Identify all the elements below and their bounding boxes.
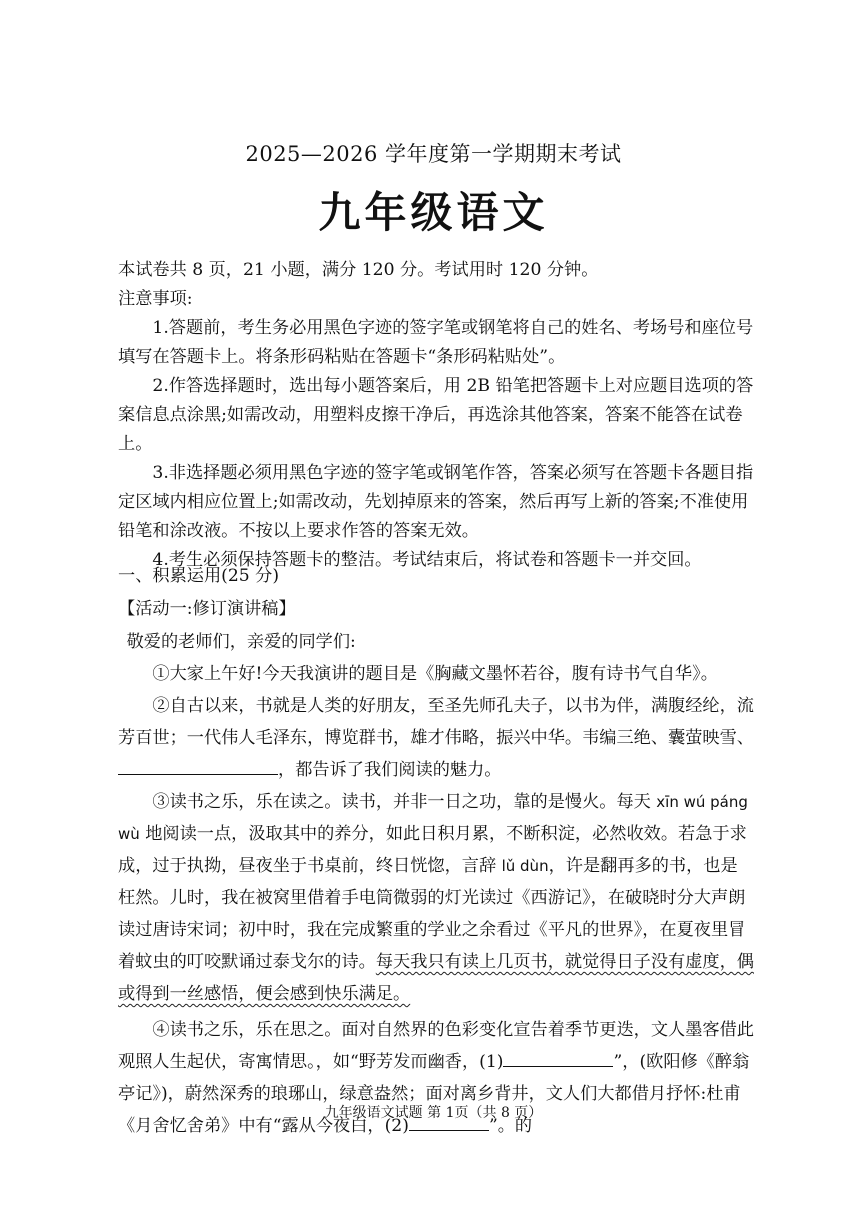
speech-greeting: 敬爱的老师们，亲爱的同学们: — [126, 632, 356, 652]
note-4: 4.考生必须保持答题卡的整洁。考试结束后，将试卷和答题卡一并交回。 — [152, 550, 702, 570]
note-2: 2.作答选择题时，选出每小题答案后，用 2B 铅笔把答题卡上对应题目选项的答案信息点涂黑;如需改动，用塑料皮擦干净后，再选涂其他答案，答案不能答在试卷上。 — [118, 376, 754, 454]
paragraph-4-text: ④读书之乐，乐在思之。面对自然界的色彩变化宣告着季节更迭，文人墨客借此观照人生起伏，寄寓情思。，如“野芳发而幽香，(1) — [118, 1020, 754, 1072]
paragraph-3-middle: 地阅读一点，汲取其中的养分，如此日积月累，不断积淀，必然收效。若急于求成，过于执拗，昼夜坐于书桌前，终日恍惚，言辞 — [118, 824, 747, 876]
notes-heading: 注意事项: — [118, 289, 193, 309]
paragraph-4-middle: ”，(欧阳修《醉翁亭记》)，蔚然深秀的琅琊山，绿意盎然；面对离乡背井，文人们大都借月抒怀:杜甫《月舍忆舍弟》中有“露从今夜白，(2) — [118, 1052, 750, 1136]
paragraph-3-text: ③读书之乐，乐在读之。读书，并非一日之功，靠的是慢火。每天 — [152, 792, 657, 812]
fill-blank-1[interactable] — [503, 1048, 613, 1067]
note-1: 1.答题前，考生务必用黑色字迹的签字笔或钢笔将自己的姓名、考场号和座位号填写在答题卡上。将条形码粘贴在答题卡“条形码粘贴处”。 — [118, 318, 754, 367]
paragraph-2-text: ②自古以来，书就是人类的好朋友，至圣先师孔夫子，以书为伴，满腹经纶，流芳百世；一代伟人毛泽东，博览群书，雄才伟略，振兴中华。韦编三绝、囊萤映雪、 — [118, 696, 754, 748]
pinyin-1: xīn wú páng wù — [118, 793, 748, 843]
wavy-underlined-sentence: 每天我只有读上几页书，就觉得日子没有虚度，偶或得到一丝感悟，便会感到快乐满足。 — [118, 952, 754, 1004]
paragraph-3-rest: ，许是翻再多的书，也是枉然。儿时，我在被窝里借着手电筒微弱的灯光读过《西游记》，在破晓时分大声朗读过唐诗宋词；初中时，我在完成繁重的学业之余看过《平凡的世界》，在夏夜里冒着蚊虫的叮咬默诵过泰戈尔的诗。 — [118, 856, 746, 972]
answer-blank[interactable] — [118, 756, 278, 775]
activity-heading: 【活动一:修订演讲稿】 — [118, 599, 296, 619]
exam-title: 2025—2026 学年度第一学期期末考试 — [245, 142, 622, 166]
note-3: 3.非选择题必须用黑色字迹的签字笔或钢笔作答，答案必须写在答题卡各题目指定区域内相应位置上;如需改动，先划掉原来的答案，然后再写上新的答案;不准使用铅笔和涂改液。不按以上要求作答的答案无效。 — [118, 463, 754, 541]
speech-paragraph-4 — [118, 1014, 754, 1142]
speech-paragraph-3 — [118, 786, 754, 1010]
instructions-block — [118, 256, 754, 575]
exam-summary: 本试卷共 8 页，21 小题，满分 120 分。考试用时 120 分钟。 — [118, 260, 599, 280]
speech-paragraph-2 — [118, 690, 754, 786]
section-heading: 一、积累运用(25 分) — [118, 566, 280, 586]
subject-title: 九年级语文 — [318, 188, 549, 237]
pinyin-2: lǔ dùn — [501, 857, 549, 875]
page-footer: 九年级语文试题 第 1页（共 8 页） — [324, 1105, 543, 1121]
speech-paragraph-1: ①大家上午好!今天我演讲的题目是《胸藏文墨怀若谷，腹有诗书气自华》。 — [152, 664, 718, 684]
paragraph-4-end: ”。的 — [488, 1116, 533, 1136]
paragraph-2-end: ，都告诉了我们阅读的魅力。 — [278, 760, 502, 780]
section-one — [118, 562, 754, 1142]
